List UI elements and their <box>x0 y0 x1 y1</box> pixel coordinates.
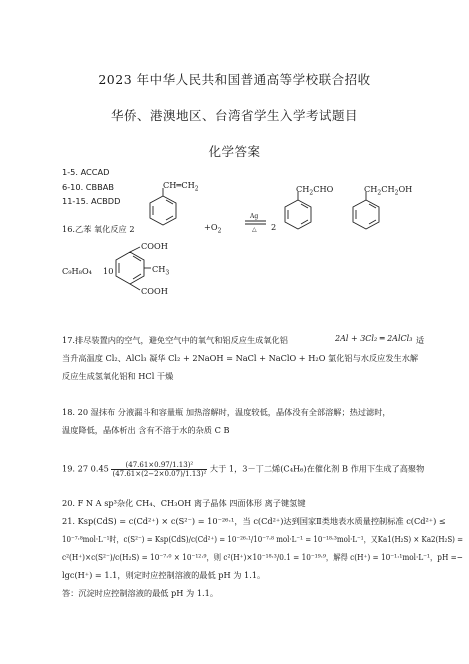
styrene-side-chain: $CH═CH_2$ <box>163 180 199 193</box>
q17-line-3: 反应生成氢氧化铝和 HCl 干燥 <box>62 371 174 381</box>
q20-line: 20. F N A sp³杂化 CH₄、CH₃OH 离子晶体 四面体形 离子键氢键 <box>62 498 306 508</box>
q21-line-1: 21. Ksp(CdS) = c(Cd²⁺) × c(S²⁻) = 10⁻²⁶·¹，当 c(Cd²⁺)达到国家Ⅱ类地表水质量控制标准 c(Cd²⁺) ≤ <box>62 516 446 526</box>
q17-line-1-tail: 适 <box>416 335 425 345</box>
heat-label: △ <box>252 226 257 233</box>
q21-answer: 答：沉淀时应控制溶液的最低 pH 为 1.1。 <box>62 588 219 598</box>
q19-fraction: $\frac{\text{(47.61×0.97/1.13)²}}{\text{(47.61×(2−2×0.07)/1.13)²}}$ <box>112 461 207 478</box>
styrene-ring <box>150 188 176 225</box>
product-coefficient: 2 <box>271 222 277 232</box>
phenylacetaldehyde-ring <box>285 192 311 229</box>
q18-line-1: 18. 20 湿抹布 分液漏斗和容量瓶 加热溶解时，温度较低，晶体没有全部溶解；热过滤时， <box>62 407 391 417</box>
answer-1-5: 1-5. ACCAD <box>62 167 110 177</box>
header-line-2: 华侨、港澳地区、台湾省学生入学考试题目 <box>110 108 358 123</box>
answer-11-15: 11-15. ACBDD <box>62 196 121 206</box>
cooh-top: COOH <box>141 241 168 251</box>
q19-line: 19. 27 0.45 $\frac{\text{(47.61×0.97/1.13)²}}{\text{(47.61×(2−2×0.07)/1.13)²}}$ 大于 1，3－丁二烯(C₄H₆)在催化剂 B 作用下生成了高聚物 <box>62 461 425 478</box>
oxygen-reagent: $+O_2$ <box>204 222 222 235</box>
q16-formula: C₉H₈O₄ <box>62 266 92 276</box>
reaction-arrow <box>245 221 266 224</box>
phenylethanol-side-chain: $CH_2CH_2OH$ <box>364 184 413 197</box>
catalyst-label: Ag <box>250 213 259 220</box>
q18-line-2: 温度降低，晶体析出 含有不溶于水的杂质 C B <box>62 425 230 435</box>
q16-prefix: 16.乙苯 氧化反应 2 <box>62 224 135 234</box>
methyl-group: $CH_3$ <box>152 264 170 277</box>
methylphthalic-acid-ring <box>116 247 151 290</box>
answer-6-10: 6-10. CBBAB <box>62 182 114 192</box>
cooh-bottom: COOH <box>141 286 168 296</box>
phenylethanol-ring <box>353 192 379 229</box>
q17-equation: 2Al + 3Cl₂ ═ 2AlCl₃ <box>335 334 413 343</box>
header-line-1: 2023 年中华人民共和国普通高等学校联合招收 <box>98 72 371 87</box>
q21-line-2: 10⁻⁷·⁸mol·L⁻¹时，c(S²⁻) = Ksp(CdS)/c(Cd²⁺) = 10⁻²⁶·¹/10⁻⁷·⁸ mol·L⁻¹ = 10⁻¹⁸·³mol·L⁻¹，又Ka1(H₂S) × Ka2(H₂S) = <box>62 534 464 544</box>
q17-line-1: 17.排尽装置内的空气，避免空气中的氧气和铝反应生成氧化铝 <box>62 335 288 345</box>
q17-line-2: 当升高温度 Cl₂、AlCl₃ 凝华 Cl₂ + 2NaOH = NaCl + NaClO + H₂O 氯化铝与水反应发生水解 <box>62 353 419 363</box>
q16-isomer-count: 10 <box>103 266 114 276</box>
phenylacetaldehyde-side-chain: $CH_2CHO$ <box>296 184 334 197</box>
q21-line-3: c²(H⁺)×c(S²⁻)/c(H₂S) = 10⁻⁷·⁰ × 10⁻¹²·⁹，则 c²(H⁺)×10⁻¹⁸·³/0.1 = 10⁻¹⁹·⁹，解得 c(H⁺) = 10⁻¹·¹mol·L⁻¹，pH =− <box>62 552 463 562</box>
q21-line-4: lgc(H⁺) = 1.1，则定时应控制溶液的最低 pH 为 1.1。 <box>62 570 266 580</box>
page-title: 化学答案 <box>208 144 261 159</box>
